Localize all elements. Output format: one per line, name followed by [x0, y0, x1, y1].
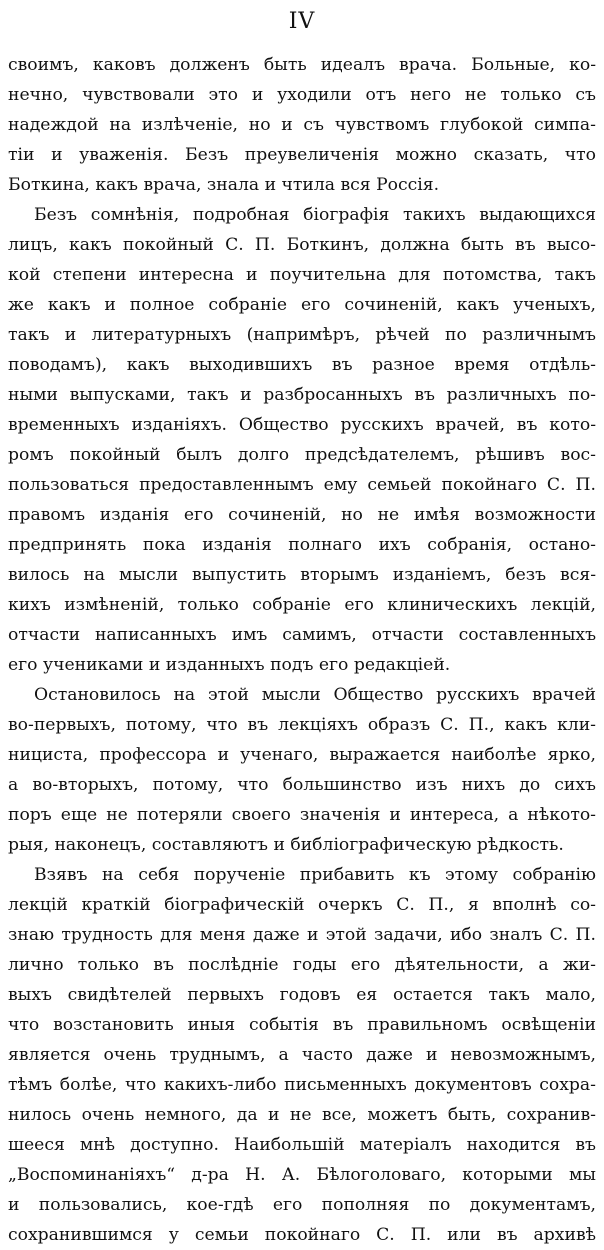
text-line: и пользовались, кое-гдѣ его пополняя по документамъ,: [8, 1195, 596, 1215]
paragraph-3: [8, 680, 596, 860]
text-line: же какъ и полное собраніе его сочиненій, какъ ученыхъ,: [8, 295, 596, 315]
text-line: „Воспоминаніяхъ“ д-ра Н. А. Бѣлоголоваго, которыми мы: [8, 1165, 596, 1185]
text-line: поръ еще не потеряли своего значенія и интереса, а нѣкото-: [8, 805, 596, 825]
text-line: лично только въ послѣдніе годы его дѣятельности, а жи-: [8, 955, 596, 975]
text-line: Остановилось на этой мысли Общество русскихъ врачей: [34, 685, 596, 705]
text-line: поводамъ), какъ выходившихъ въ разное время отдѣль-: [8, 355, 596, 375]
paragraph-4: [8, 860, 596, 1250]
text-line: Боткина, какъ врача, знала и чтила вся Россія.: [8, 175, 440, 195]
text-line: является очень труднымъ, а часто даже и невозможнымъ,: [8, 1045, 596, 1065]
text-line: нициста, профессора и ученаго, выражается наиболѣе ярко,: [8, 745, 596, 765]
page-number: IV: [288, 9, 316, 34]
text-line: шееся мнѣ доступно. Наибольшій матеріалъ находится въ: [8, 1135, 596, 1155]
page-body-text: [8, 50, 596, 1250]
text-line: знаю трудность для меня даже и этой задачи, ибо зналъ С. П.: [8, 925, 596, 945]
text-line: лекцій краткій біографическій очеркъ С. П., я вполнѣ со-: [8, 895, 596, 915]
text-line: Взявъ на себя порученіе прибавить къ этому собранію: [34, 865, 596, 885]
text-line: выхъ свидѣтелей первыхъ годовъ ея остается такъ мало,: [8, 985, 596, 1005]
text-line: нилось очень немного, да и не все, можетъ быть, сохранив-: [8, 1105, 596, 1125]
text-line: пользоваться предоставленнымъ ему семьей покойнаго С. П.: [8, 475, 596, 495]
text-line: кихъ измѣненій, только собраніе его клиническихъ лекцій,: [8, 595, 596, 615]
text-line: ными выпусками, такъ и разбросанныхъ въ различныхъ по-: [8, 385, 596, 405]
text-line: что возстановить иныя событія въ правильномъ освѣщеніи: [8, 1015, 596, 1035]
text-line: кой степени интересна и поучительна для потомства, такъ: [8, 265, 596, 285]
text-line: отчасти написанныхъ имъ самимъ, отчасти составленныхъ: [8, 625, 596, 645]
text-line: а во-вторыхъ, потому, что большинство изъ нихъ до сихъ: [8, 775, 596, 795]
text-line: Безъ сомнѣнія, подробная біографія такихъ выдающихся: [34, 205, 596, 225]
text-line: лицъ, какъ покойный С. П. Боткинъ, должна быть въ высо-: [8, 235, 596, 255]
text-line: его учениками и изданныхъ подъ его редакціей.: [8, 655, 451, 675]
paragraph-1: [8, 50, 596, 200]
text-line: надеждой на излѣченіе, но и съ чувствомъ глубокой симпа-: [8, 115, 596, 135]
paragraph-2: [8, 200, 596, 680]
book-page: [8, 0, 596, 1245]
text-line: предпринять пока изданія полнаго ихъ собранія, остано-: [8, 535, 596, 555]
text-line: временныхъ изданіяхъ. Общество русскихъ врачей, въ кото-: [8, 415, 596, 435]
text-line: ромъ покойный былъ долго предсѣдателемъ, рѣшивъ вос-: [8, 445, 596, 465]
text-line: во-первыхъ, потому, что въ лекціяхъ образъ С. П., какъ кли-: [8, 715, 596, 735]
text-line: такъ и литературныхъ (напримѣръ, рѣчей по различнымъ: [8, 325, 596, 345]
text-line: своимъ, каковъ долженъ быть идеалъ врача. Больные, ко-: [8, 55, 596, 75]
text-line: тѣмъ болѣе, что какихъ-либо письменныхъ документовъ сохра-: [8, 1075, 596, 1095]
text-line: тіи и уваженія. Безъ преувеличенія можно сказать, что: [8, 145, 596, 165]
text-line: нечно, чувствовали это и уходили отъ него не только съ: [8, 85, 596, 105]
text-line: правомъ изданія его сочиненій, но не имѣя возможности: [8, 505, 596, 525]
text-line: сохранившимся у семьи покойнаго С. П. или въ архивѣ: [8, 1225, 596, 1245]
text-line: рыя, наконецъ, составляютъ и библіографическую рѣдкость.: [8, 835, 564, 855]
text-line: вилось на мысли выпустить вторымъ изданіемъ, безъ вся-: [8, 565, 596, 585]
